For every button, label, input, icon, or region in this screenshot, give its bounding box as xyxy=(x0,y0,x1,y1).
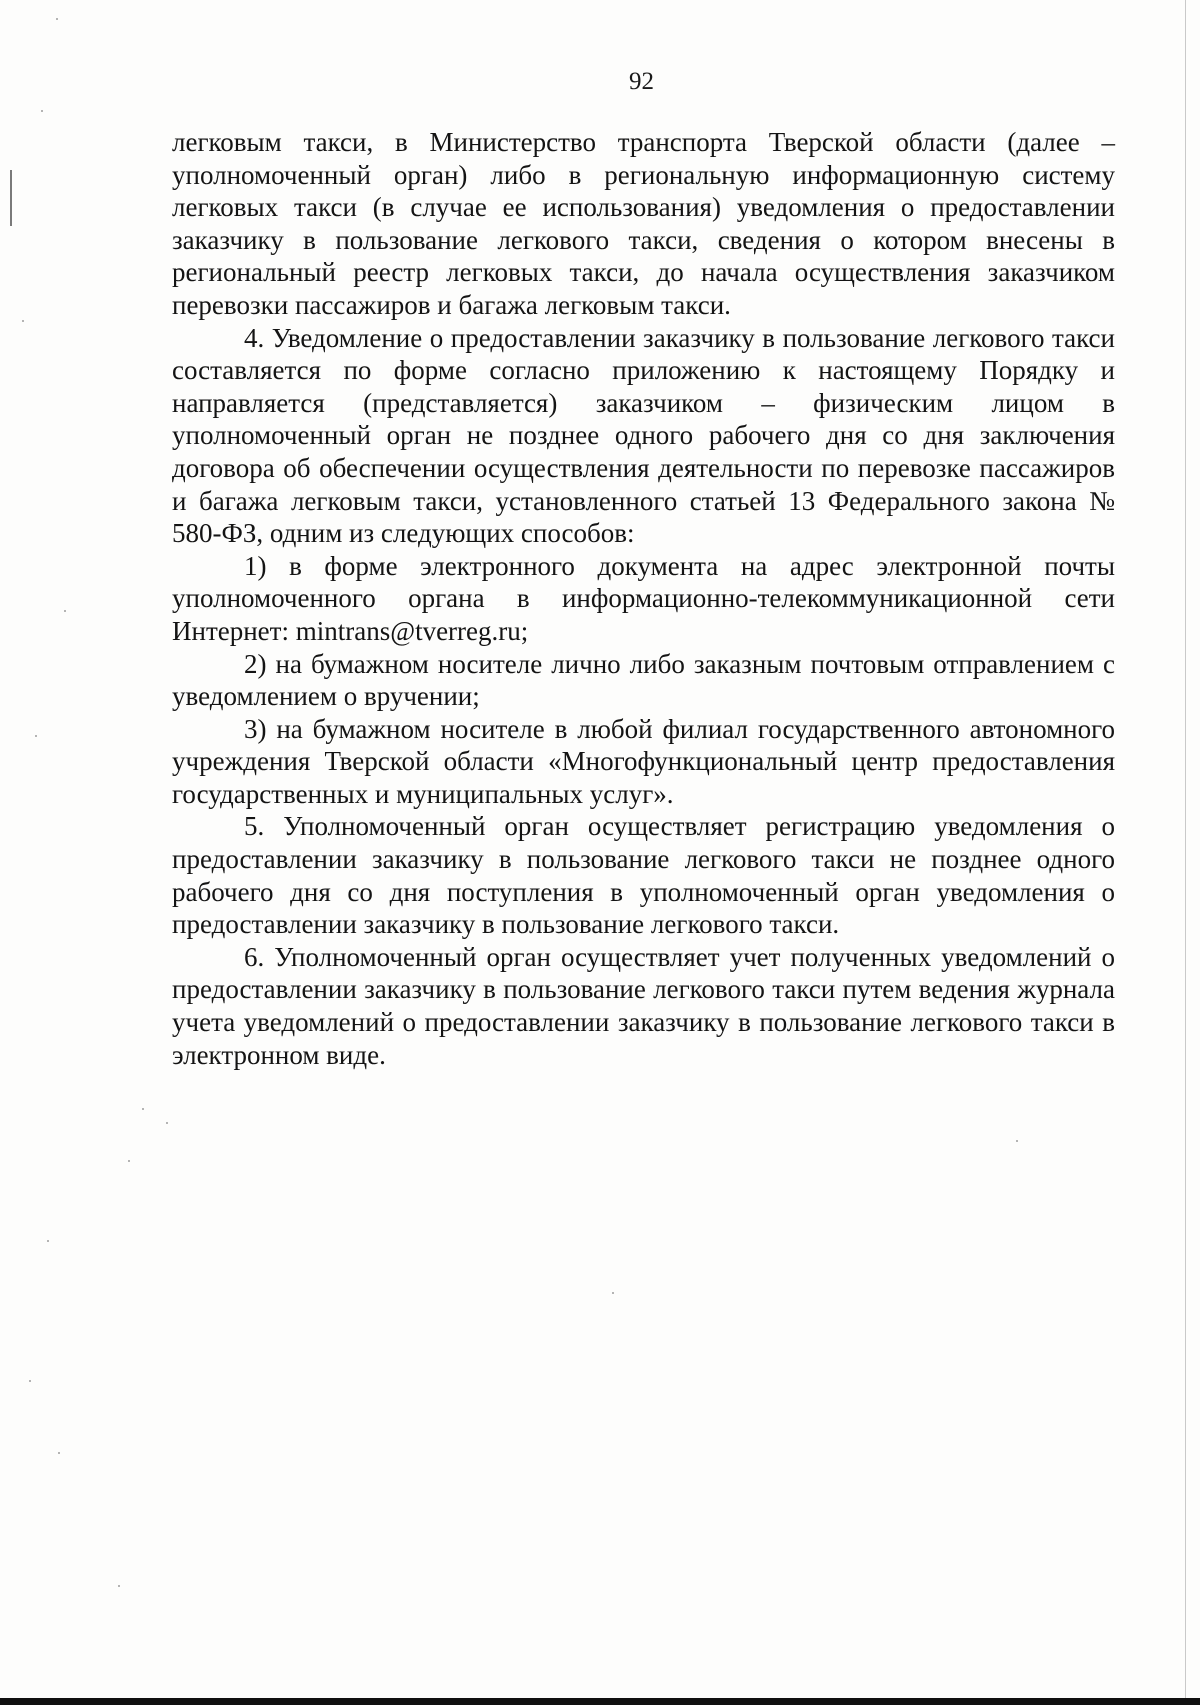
scan-speck xyxy=(166,1122,168,1124)
scan-speck xyxy=(64,610,66,612)
paragraph-item-5: 5. Уполномоченный орган осуществляет регистрацию уведомления о предоставлении заказчику в пользование легкового такси не позднее одного рабочего дня со дня поступления в уполномоченный орган уведомления о предоставлении заказчику в пользование легкового такси. xyxy=(172,811,1115,940)
scan-speck xyxy=(1016,1140,1018,1142)
paragraph-item-4: 4. Уведомление о предоставлении заказчику в пользование легкового такси составляется по форме согласно приложению к настоящему Порядку и направляется (представляется) заказчиком – физическим лицом в уполномоченный орган не позднее одного рабочего дня со дня заключения договора об обеспечении осуществления деятельности по перевозке пассажиров и багажа легковым такси, установленного статьей 13 Федерального закона № 580-ФЗ, одним из следующих способов: xyxy=(172,322,1115,549)
scan-speck xyxy=(58,1452,60,1454)
scan-speck xyxy=(22,320,24,322)
scan-left-edge-mark xyxy=(10,170,12,226)
scan-speck xyxy=(29,1380,31,1382)
scan-speck xyxy=(47,1240,49,1242)
paragraph-item-6: 6. Уполномоченный орган осуществляет учет полученных уведомлений о предоставлении заказчику в пользование легкового такси путем ведения журнала учета уведомлений о предоставлении заказчику в пользование легкового такси в электронном виде. xyxy=(172,941,1115,1070)
scan-speck xyxy=(612,1292,614,1294)
scan-speck xyxy=(118,1585,120,1587)
document-body xyxy=(172,126,1115,1071)
scan-speck xyxy=(41,110,43,112)
paragraph-subitem-2: 2) на бумажном носителе лично либо заказным почтовым отправлением с уведомлением о вручении; xyxy=(172,648,1115,712)
scan-speck xyxy=(142,1108,144,1110)
paragraph-continuation: легковым такси, в Министерство транспорта Тверской области (далее – уполномоченный орган) либо в региональную информационную систему легковых такси (в случае ее использования) уведомления о предоставлении заказчику в пользование легкового такси, сведения о котором внесены в региональный реестр легковых такси, до начала осуществления заказчиком перевозки пассажиров и багажа легковым такси. xyxy=(172,127,1115,320)
paragraph-subitem-1: 1) в форме электронного документа на адрес электронной почты уполномоченного органа в информационно-телекоммуникационной сети Интернет: mintrans@tverreg.ru; xyxy=(172,550,1115,646)
scan-speck xyxy=(128,1160,130,1162)
scan-speck xyxy=(35,735,37,737)
paragraph-subitem-3: 3) на бумажном носителе в любой филиал государственного автономного учреждения Тверской области «Многофункциональный центр предоставления государственных и муниципальных услуг». xyxy=(172,713,1115,809)
scan-bottom-edge xyxy=(0,1698,1200,1705)
scan-right-edge xyxy=(1185,0,1186,1705)
scan-speck xyxy=(56,18,58,20)
page-number: 92 xyxy=(629,68,654,95)
